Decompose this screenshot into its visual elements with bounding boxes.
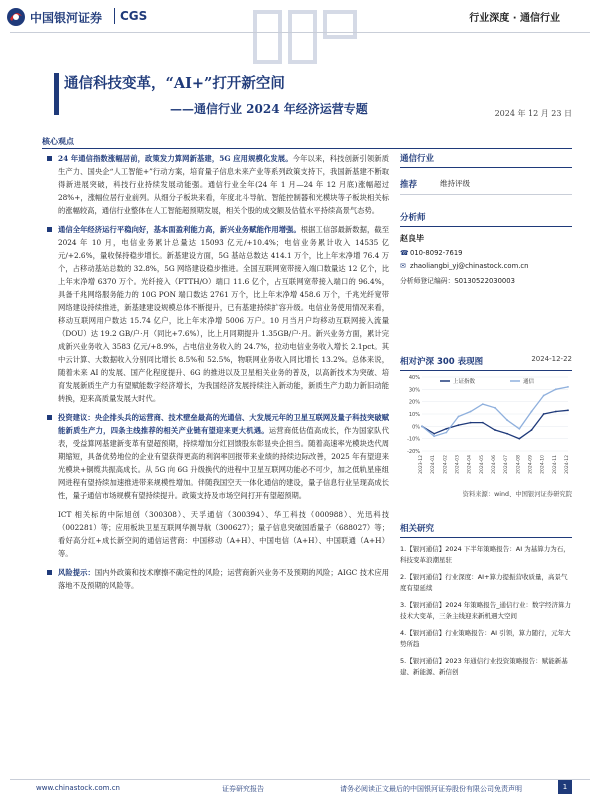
research-item[interactable]: 3.【银河通信】2024 年策略报告_通信行业：数字经济算力技术大变革，三条主线迎来新机遇大空间 <box>400 601 572 620</box>
paragraph-text: ICT 相关标的中际旭创（300308）、天孚通信（300394）、华工科技（000988）、光迅科技（002281）等；应用板块卫星互联网华测导航（300627）；量子信息突破国盾量子（688027）等；看好高分红+成长新空间的通信运营商：中国移动（A+H）、中国电信（A+H）、中国联通（A+H）等。 <box>58 510 389 558</box>
paragraph <box>44 152 389 217</box>
chart-point <box>433 433 435 435</box>
chart-xtick-label: 2024-06 <box>492 455 497 474</box>
bullet-icon <box>47 570 52 575</box>
email-icon: ✉ <box>400 262 406 270</box>
rating-row <box>400 178 572 195</box>
chart-ytick-label: 0% <box>412 424 420 431</box>
chart-point <box>433 435 435 437</box>
phone-icon: ☎ <box>400 249 409 257</box>
paragraph-text: 运营商低估值高成长，作为国家队代表，受益算网基建新变革有望超预期，持续增加分红回馈股东彰显央企担当。随着高速率光模块迭代周期缩短，具备优势地位的企业有望获得更高的利润率回报带来业绩的持续边际改善，2025 年有望迎来光模块+铜缆共振高成长。从 5G 向 6G 升级换代的进程中卫星互联网功能必不可少，加之低轨星座组网进程有望持续加速推进带来规模性增加。伴随我国空天一体化通信的建设，量子信息行业呈现高成长性，量子通信市场规模有望持续提升。政策支持及市场空间打开有望超预期。 <box>58 426 389 500</box>
page-header <box>0 0 600 32</box>
analyst-cert <box>400 275 572 285</box>
chart-ytick-label: -10% <box>407 436 420 443</box>
bullet-icon <box>47 156 52 161</box>
chart-xtick-label: 2024-11 <box>552 455 558 474</box>
chart-point <box>458 424 460 426</box>
chart-point <box>567 409 569 411</box>
chart-xtick-label: 2023-12 <box>419 455 424 474</box>
paragraph-lead: 风险提示： <box>58 568 95 577</box>
chart-xtick-label: 2024-01 <box>431 455 437 474</box>
chart-point <box>531 429 533 431</box>
paragraph <box>44 508 389 560</box>
chart-point <box>421 425 423 427</box>
chart-ytick-label: 10% <box>408 412 420 418</box>
paragraph <box>44 223 389 405</box>
rating-key: 推荐 <box>400 180 418 190</box>
research-header: 相关研究 <box>400 522 572 538</box>
industry-header: 通信行业 <box>400 152 572 168</box>
chart-point <box>470 411 472 413</box>
chart-point <box>518 428 520 430</box>
footer-divider <box>10 779 590 780</box>
chart-point <box>494 407 496 409</box>
report-subtitle: ——通信行业 2024 年经济运营专题 <box>170 102 368 116</box>
chart-point <box>470 422 472 424</box>
paragraph-lead: 投资建议：央企排头兵的运营商、技术壁垒最高的光通信、大发展元年的卫星互联网及量子科技突破赋能新质生产力，四条主线推荐的相关产业链有望迎来更大机遇。 <box>58 413 389 435</box>
chart-xtick-label: 2024-05 <box>479 455 485 474</box>
chart-point <box>555 411 557 413</box>
paragraph-lead: 通信全年经济运行平稳向好，基本面盈利能力高，新兴业务赋能作用增强。 <box>58 225 301 234</box>
watermark-graphic <box>245 2 365 72</box>
report-category: 行业深度 · 通信行业 <box>469 13 560 24</box>
paragraph <box>44 566 389 592</box>
section-divider <box>42 148 572 149</box>
logo-divider <box>114 8 115 24</box>
chart-xtick-label: 2024-02 <box>443 455 449 474</box>
chart-ytick-label: 30% <box>408 387 420 394</box>
chart-ytick-label: -20% <box>407 449 420 455</box>
footer-disclaimer: 请务必阅读正文最后的中国银河证券股份有限公司免责声明 <box>340 785 522 793</box>
logo-text-cn: 中国银河证券 <box>30 11 103 25</box>
chart-series-line <box>422 410 568 438</box>
chart-xtick-label: 2024-07 <box>504 455 510 474</box>
performance-chart <box>400 371 572 483</box>
chart-point <box>543 395 545 397</box>
research-item[interactable]: 2.【银河通信】行业深度：AI+算力提振营收质量，高景气度有望延续 <box>400 573 568 592</box>
research-item[interactable]: 4.【银河通信】行业策略报告：AI 引领，算力随行，元年大势所趋 <box>400 629 571 648</box>
analyst-name: 赵良毕 <box>400 234 424 243</box>
analyst-header: 分析师 <box>400 211 572 227</box>
chart-ytick-label: 40% <box>408 375 420 381</box>
bullet-icon <box>47 415 52 420</box>
paragraph-text: 国内外政策和技术摩擦不确定性的风险；运营商新兴业务不及预期的风险；AIGC 技术应用落地不及预期的风险等。 <box>58 568 389 590</box>
logo-text-en: CGS <box>120 9 148 23</box>
chart-point <box>445 428 447 430</box>
paragraph <box>44 411 389 502</box>
chart-xtick-label: 2024-08 <box>516 455 522 474</box>
page-number: 1 <box>558 780 572 794</box>
cgs-logo-icon <box>6 7 26 27</box>
chart-date: 2024-12-22 <box>531 355 572 363</box>
chart-xtick-label: 2024-10 <box>540 455 546 474</box>
email-text[interactable]: zhaoliangbi_yj@chinastock.com.cn <box>410 262 529 270</box>
chart-point <box>555 388 557 390</box>
rating-value: 维持评级 <box>440 179 470 188</box>
chart-xtick-label: 2024-04 <box>467 455 473 474</box>
chart-point <box>494 429 496 431</box>
paragraph-text: 根据工信部最新数据，截至 2024 年 10 月，电信业务累计总量达 15093 亿元/+10.4%；电信业务累计收入 14535 亿元/+2.6%，量收保持稳步增长。新基建设方面，5G 基站总数达 414.1 万个，比上年末净增 76.4 万个，占移动基站总数的 32.8%，5G 网络建设稳步推进。全国互联网宽带接入端口数量达 12 亿个，比上年末净增 6370 万个。光纤接入（FTTH/O）端口 11.6 亿个，占互联网宽带接入端口的 96.4%，具备千兆网络服务能力的 10G PON 端口数达 2761 万个，比上年末净增 458.6 万个，千兆光纤宽带网络建设持续推进，新基建建设规模总体不断提升，已有基建持续扩容升级。电信业务使用情况来看，移动互联网用户数达 15.74 亿户，比上年末净增 5006 万户。10 月当月户均移动互联网接入流量（DOU）达 19.2 GB/户·月（同比+7.6%），比上月同期提升 1.35GB/户·月。新兴业务方面，累计完成新兴业务收入 3583 亿元/+8.9%，占电信业务收入的 24.7%，拉动电信业务收入增长 2.1pct。其中云计算、大数据收入分别同比增长 8.5%和 52.5%，物联网业务收入同比增长 13.2%。总体来说，随着未来 AI 的发展、国产化程度提升、6G 的推进以及卫星相关业务的普及，以高新技术为突破、培育发展新质生产力有望赋能数字经济增长，为我国经济发展持续注入新动能，新质生产力助力新旧动能转换，迎来高质量发展大时代。 <box>58 225 390 403</box>
chart-point <box>567 386 569 388</box>
chart-point <box>518 438 520 440</box>
chart-title: 相对沪深 300 表现图 <box>400 357 484 367</box>
chart-xtick-label: 2024-09 <box>528 455 534 474</box>
chart-point <box>445 432 447 434</box>
header-divider <box>10 32 590 33</box>
chart-xtick-label: 2024-12 <box>565 455 570 474</box>
phone-text: 010-8092-7619 <box>410 249 463 257</box>
chart-xtick-label: 2024-03 <box>455 455 461 474</box>
section-label: 核心观点 <box>42 136 74 146</box>
cert-text: 分析师登记编码：S0130522030003 <box>400 277 515 285</box>
chart-legend-label: 通信 <box>523 379 535 385</box>
chart-header <box>400 355 572 371</box>
analyst-email <box>400 262 572 270</box>
chart-point <box>506 419 508 421</box>
chart-ytick-label: 20% <box>408 399 420 406</box>
sidebar <box>400 152 572 678</box>
chart-series-line <box>422 387 568 436</box>
chart-point <box>531 411 533 413</box>
chart-source: 资料来源：wind、中国银河证券研究院 <box>462 491 572 498</box>
chart-point <box>482 422 484 424</box>
footer-label: 证券研究报告 <box>222 785 264 793</box>
main-content <box>44 152 389 598</box>
chart-legend-label: 上证指数 <box>453 379 476 385</box>
bullet-icon <box>47 227 52 232</box>
chart-point <box>506 433 508 435</box>
chart-point <box>482 403 484 405</box>
research-item[interactable]: 5.【银河通信】2023 年通信行业投资策略报告：赋能新基建、新能源、新信创 <box>400 657 568 676</box>
title-accent-bar <box>54 73 59 115</box>
analyst-phone <box>400 249 572 257</box>
paragraph-text: 今年以来，科技创新引领新质生产力、国央企“人工智能+”行动方案，培育量子信息未来产业等系列政策支持下，我国新基建不断取得新进展突破，科技行业持续发展动能强。通信行业全年(24 年 1 月—24 年 12 月底)涨幅超过 28%+，涨幅位居行业前列。从细分子板块来看，年度北斗导航、智能控制器和光模块等子板块相关标的涨幅较高，通信行业整体在人工智能超预期发展，相关个股的成交额及估值水平持续高景气态势。 <box>58 154 390 215</box>
chart-point <box>543 413 545 415</box>
footer-url[interactable]: www.chinastock.com.cn <box>36 784 120 792</box>
report-date: 2024 年 12 月 23 日 <box>494 109 572 118</box>
report-title: 通信科技变革，“AI+”打开新空间 <box>64 75 285 92</box>
research-item[interactable]: 1.【银河通信】2024 下半年策略报告：AI 为基算力为石，科技变革浪潮星驻 <box>400 545 570 564</box>
chart-point <box>458 416 460 418</box>
paragraph-lead: 24 年通信指数涨幅居前，政策发力算网新基建，5G 应用规模化发展。 <box>58 154 293 163</box>
